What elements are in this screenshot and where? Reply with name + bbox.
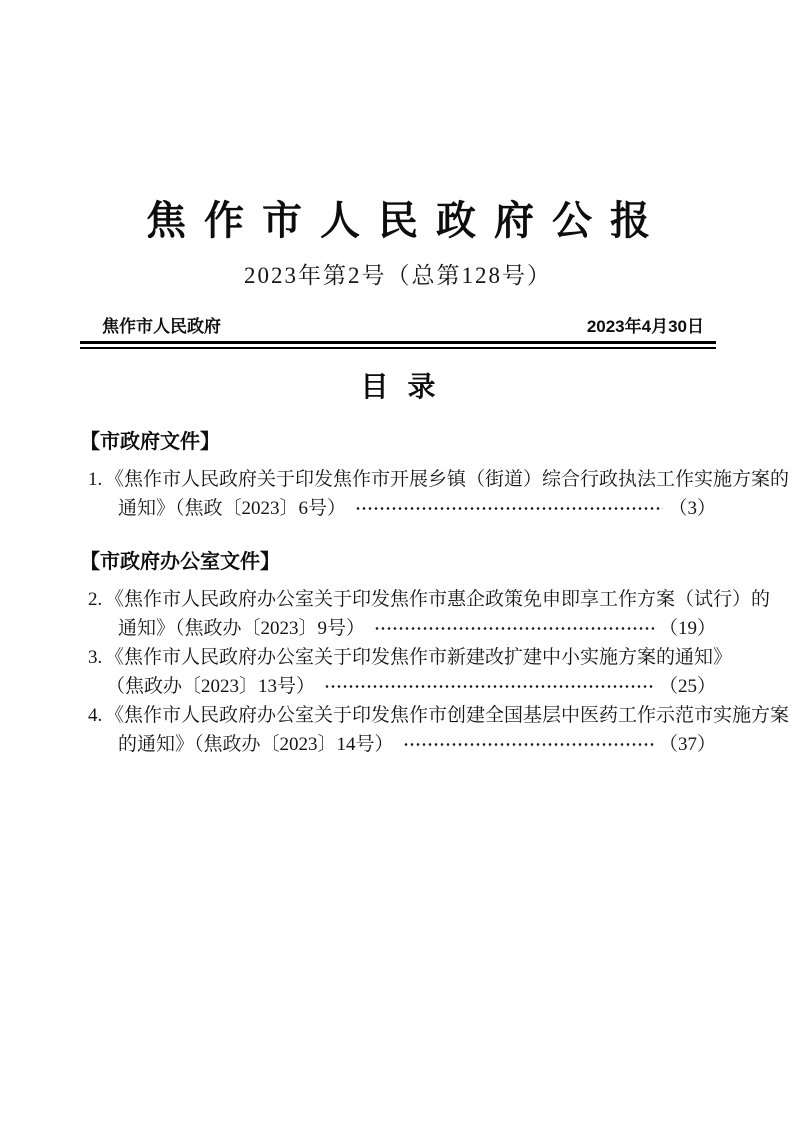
item-title-line2: 通知》（焦政办〔2023〕9号） xyxy=(118,618,366,639)
item-number: 1. xyxy=(88,469,103,490)
dot-leader xyxy=(403,735,654,754)
toc-title: 目 录 xyxy=(360,372,442,403)
toc-item-line1 xyxy=(80,585,771,614)
issue-number: 2023年第2号（总第128号） xyxy=(244,263,552,288)
rule-thick xyxy=(80,341,716,344)
dot-leader xyxy=(324,677,654,696)
item-title-line1: 《焦作市人民政府办公室关于印发焦作市惠企政策免申即享工作方案（试行）的 xyxy=(105,589,771,610)
item-title-line1: 《焦作市人民政府办公室关于印发焦作市新建改扩建中小实施方案的通知》 xyxy=(105,647,733,668)
page-number: （37） xyxy=(658,734,716,755)
toc-item-line2 xyxy=(80,614,716,643)
rule-thin xyxy=(80,347,716,349)
publisher-name: 焦作市人民政府 xyxy=(102,317,221,336)
page-number: （25） xyxy=(658,676,716,697)
toc-item-line1 xyxy=(80,643,733,672)
item-number: 2. xyxy=(88,589,103,610)
toc-item-line2 xyxy=(80,730,716,759)
section-city-gov-documents xyxy=(80,429,790,523)
dot-leader xyxy=(374,619,654,638)
toc-item xyxy=(80,643,733,701)
toc-item-line1 xyxy=(80,465,790,494)
item-title-line2: （焦政办〔2023〕13号） xyxy=(106,676,316,697)
page-number: （19） xyxy=(658,618,716,639)
double-rule xyxy=(80,341,716,349)
page-title: 焦作市人民政府公报 xyxy=(146,199,668,243)
publish-date: 2023年4月30日 xyxy=(586,317,704,336)
item-title-line2: 通知》（焦政〔2023〕6号） xyxy=(118,498,347,519)
item-number: 4. xyxy=(88,705,103,726)
toc-item-line2 xyxy=(80,494,716,523)
publisher-bar xyxy=(80,315,716,339)
section-header: 【市政府办公室文件】 xyxy=(80,551,280,573)
dot-leader xyxy=(355,499,663,518)
section-gov-office-documents xyxy=(80,549,790,759)
toc-item xyxy=(80,701,790,759)
toc-item xyxy=(80,465,790,523)
item-title-line1: 《焦作市人民政府关于印发焦作市开展乡镇（街道）综合行政执法工作实施方案的 xyxy=(105,469,790,490)
toc-item-line2 xyxy=(80,672,716,701)
item-title-line2: 的通知》（焦政办〔2023〕14号） xyxy=(118,734,394,755)
section-header: 【市政府文件】 xyxy=(80,431,220,453)
item-title-line1: 《焦作市人民政府办公室关于印发焦作市创建全国基层中医药工作示范市实施方案 xyxy=(105,705,790,726)
page-number: （3） xyxy=(668,498,716,519)
item-number: 3. xyxy=(88,647,103,668)
toc-item xyxy=(80,585,771,643)
toc-item-line1 xyxy=(80,701,790,730)
